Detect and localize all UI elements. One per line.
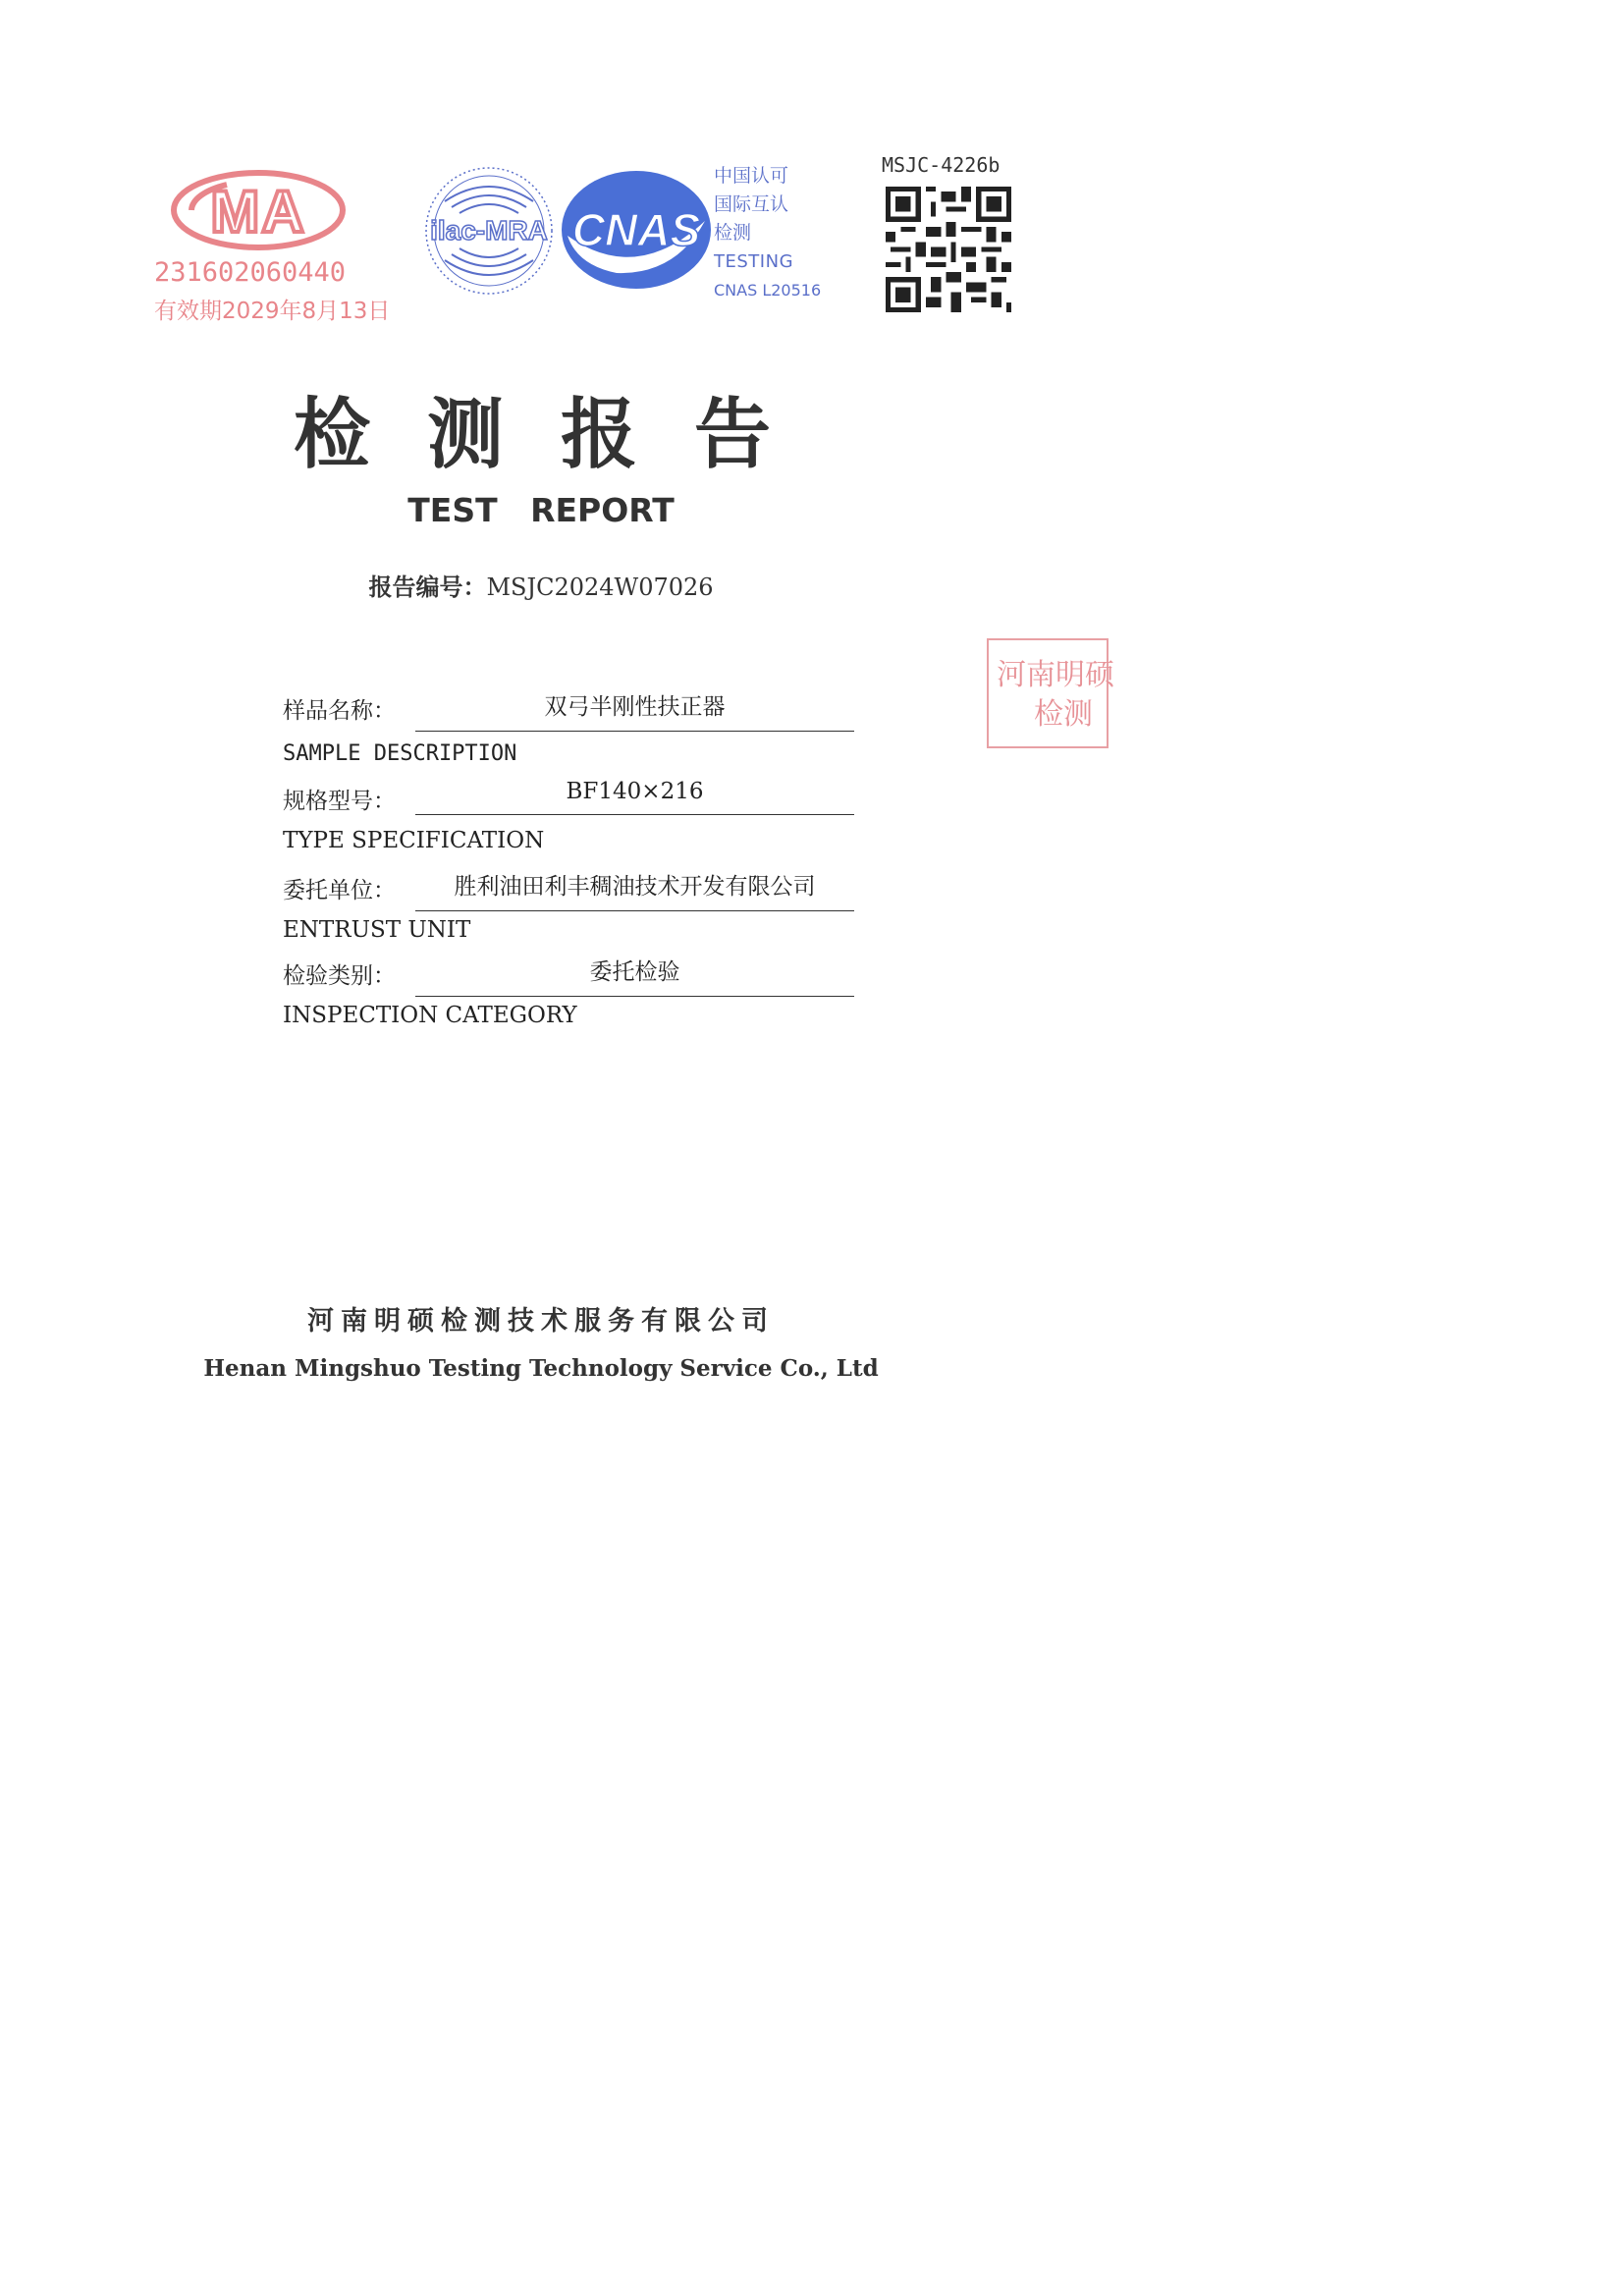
- cma-valid-until: 有效期2029年8月13日: [154, 299, 391, 324]
- ilac-mra-icon: [420, 162, 558, 300]
- field-value: 委托检验: [415, 954, 854, 997]
- svg-text:MA: MA: [210, 179, 306, 245]
- field-label-cn: 委托单位：: [283, 878, 396, 903]
- svg-text:ilac-MRA: ilac-MRA: [430, 215, 548, 246]
- report-number: [0, 568, 1082, 602]
- cma-number: 231602060440: [154, 257, 347, 288]
- company-name-cn: 河南明硕检测技术服务有限公司: [307, 1306, 775, 1337]
- field-label-cn: 检验类别：: [283, 963, 396, 989]
- cnas-line3: 检测: [714, 222, 752, 244]
- cnas-line2: 国际互认: [714, 193, 789, 215]
- cnas-line1: 中国认可: [714, 165, 789, 187]
- cma-logo-icon: [170, 167, 347, 253]
- ilac-mra-logo: [420, 162, 558, 303]
- qr-code-icon: [886, 187, 1011, 312]
- field-value: 双弓半刚性扶正器: [415, 688, 854, 732]
- company-name-en: Henan Mingshuo Testing Technology Service Co., Ltd: [203, 1355, 879, 1382]
- qr-label: MSJC-4226b: [882, 153, 1001, 177]
- svg-text:CNAS: CNAS: [571, 204, 701, 255]
- page-title-en: TEST REPORT: [407, 491, 675, 529]
- field-label-cn: 样品名称：: [283, 698, 396, 724]
- field-label-cn: 规格型号：: [283, 789, 396, 814]
- cma-seal: [152, 167, 391, 324]
- cnas-icon: [558, 167, 715, 293]
- report-number-label: 报告编号：: [368, 574, 487, 601]
- field-value: BF140×216: [415, 779, 854, 815]
- report-number-value: MSJC2024W07026: [486, 574, 714, 601]
- cnas-code: CNAS L20516: [714, 281, 822, 300]
- page-title-cn: 检测报告: [293, 390, 828, 479]
- field-value: 胜利油田利丰稠油技术开发有限公司: [415, 868, 854, 911]
- cnas-testing: TESTING: [714, 251, 794, 272]
- cnas-logo: [558, 167, 715, 297]
- side-stamp-line1: 河南明硕: [997, 658, 1114, 692]
- field-label-en: SAMPLE DESCRIPTION: [283, 741, 517, 766]
- side-stamp: [987, 638, 1114, 748]
- field-label-en: INSPECTION CATEGORY: [283, 1003, 577, 1028]
- field-label-en: TYPE SPECIFICATION: [283, 828, 545, 853]
- field-label-en: ENTRUST UNIT: [283, 917, 471, 943]
- side-stamp-line2: 检测: [1034, 697, 1093, 732]
- cnas-text-block: [714, 162, 821, 304]
